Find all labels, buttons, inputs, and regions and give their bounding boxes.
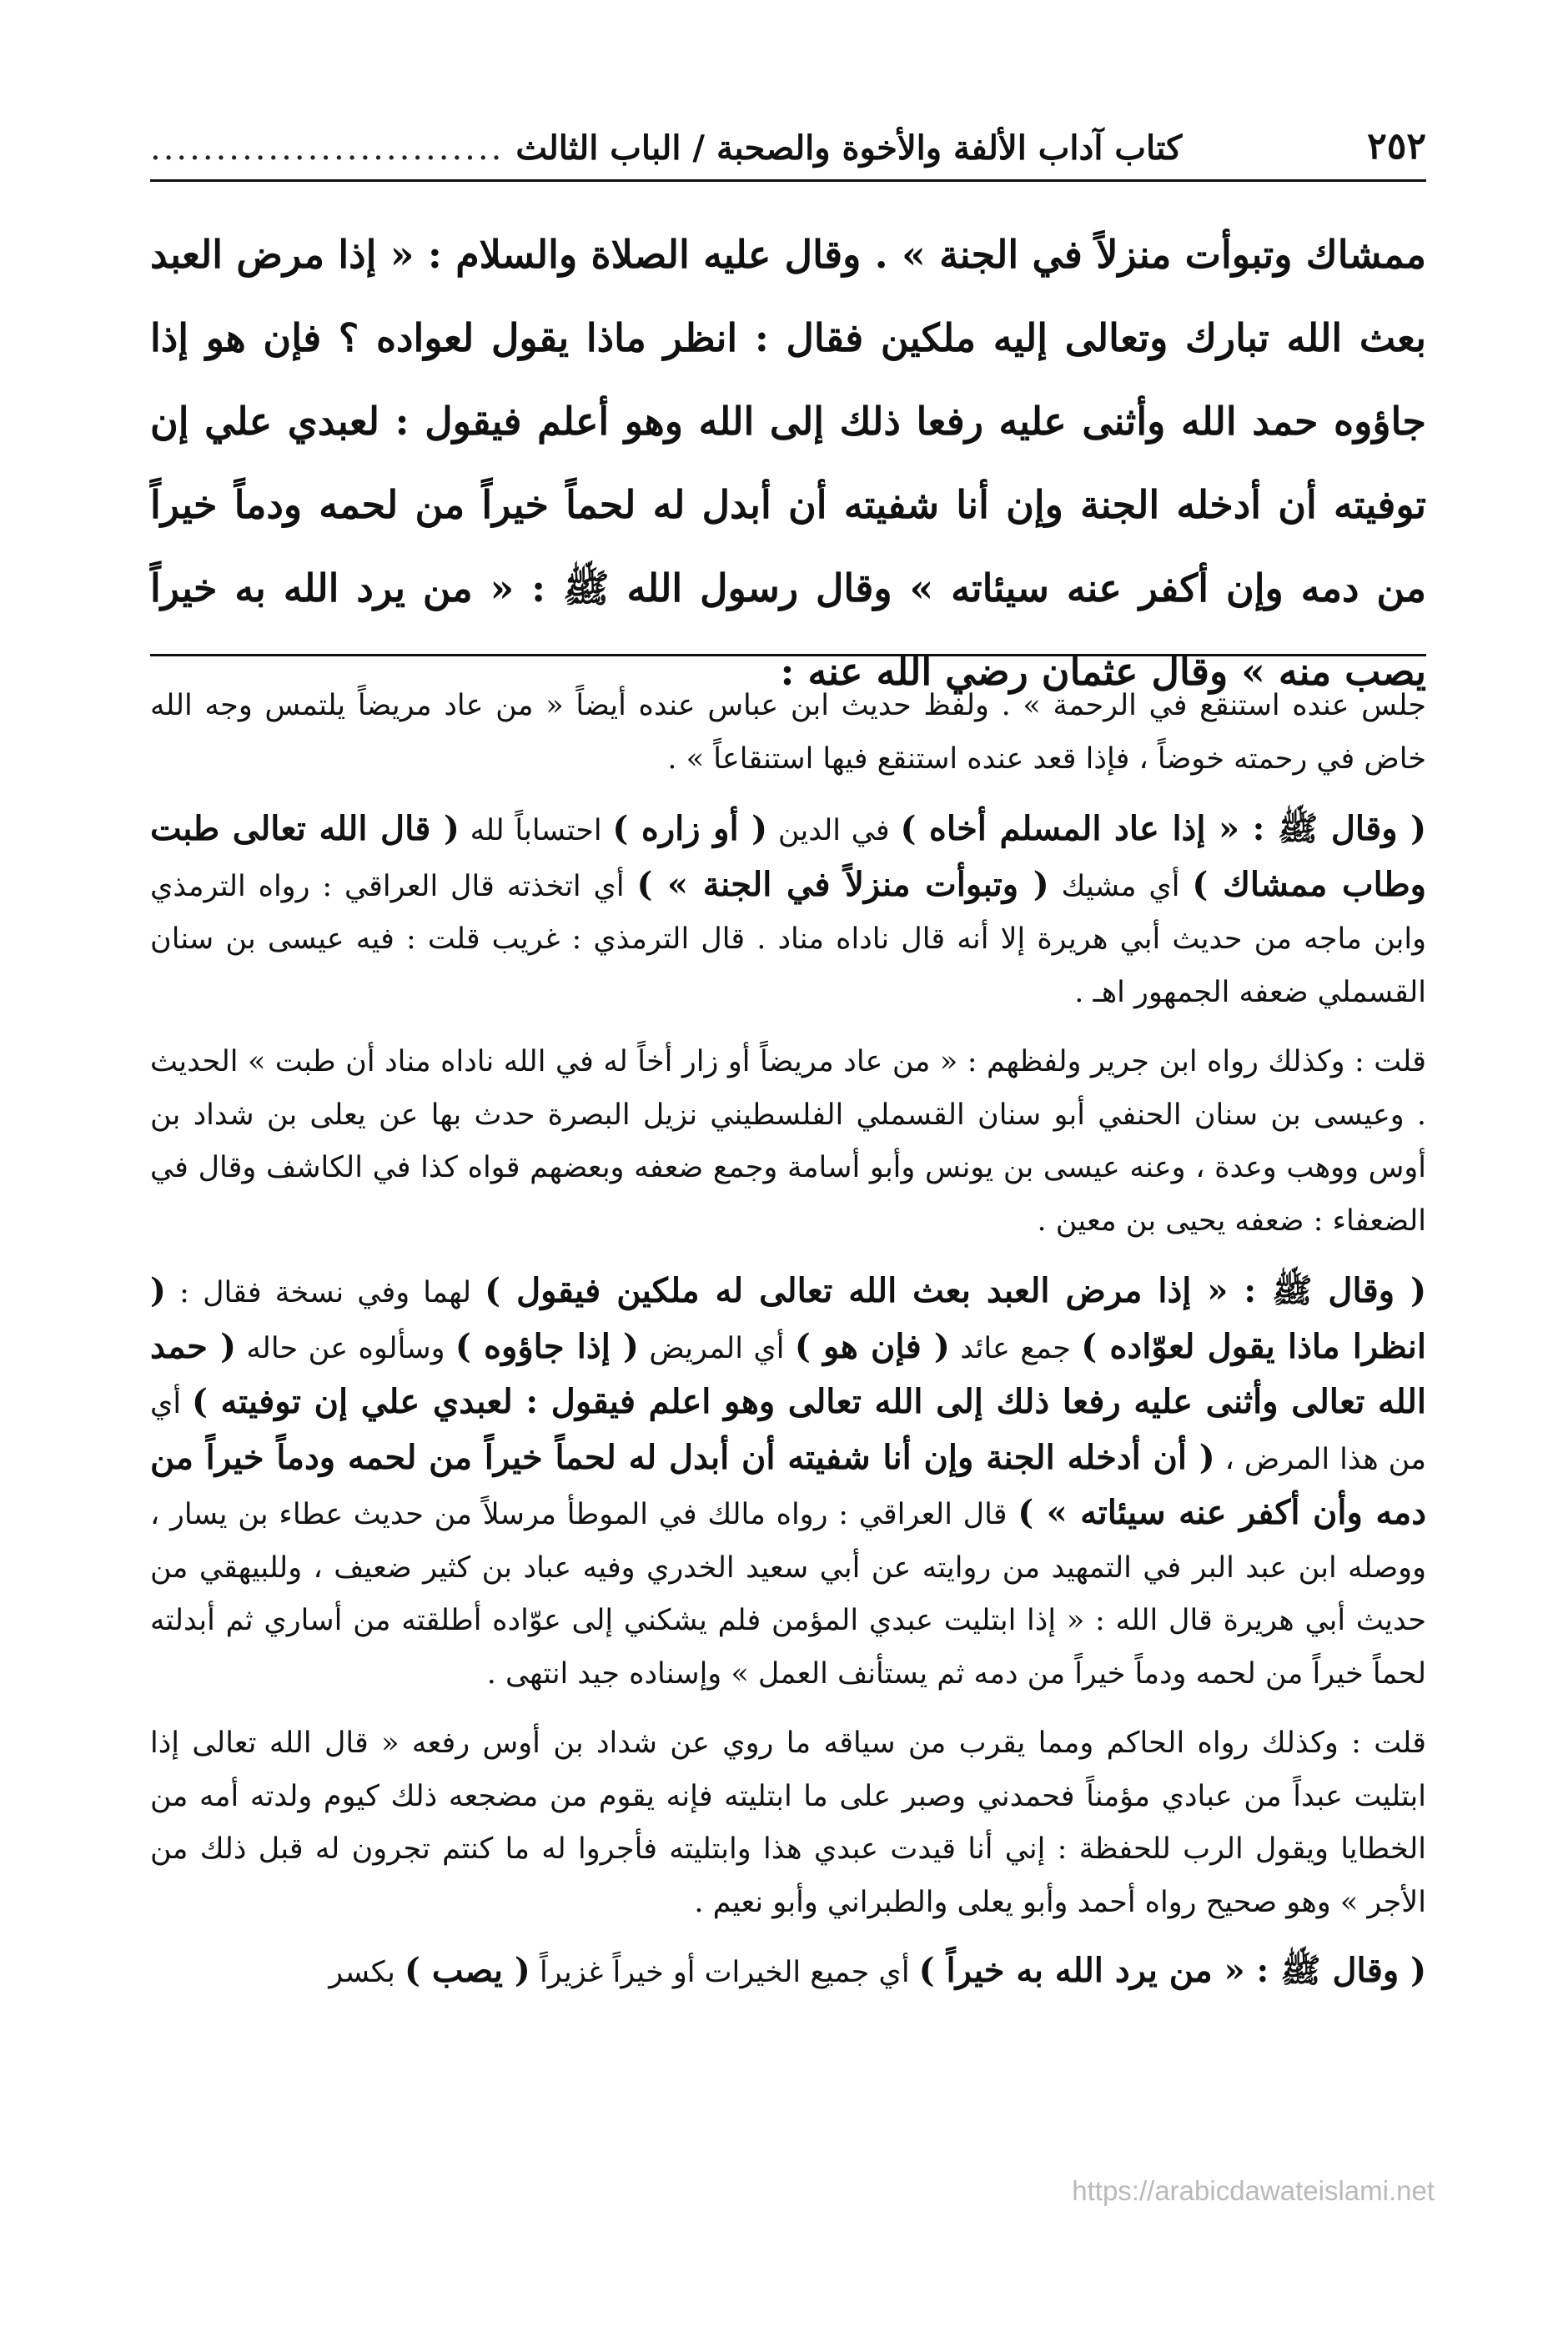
commentary-text: أي مشيك [1048, 869, 1193, 903]
watermark-url: https://arabicdawateislami.net [1072, 2175, 1435, 2206]
running-title [150, 128, 1182, 168]
commentary-text: أي من هذا المرض ، [150, 1387, 1426, 1476]
commentary-text: احتساباً لله [459, 814, 613, 847]
commentary-text: لهما وفي نسخة فقال : [165, 1276, 485, 1309]
commentary-text: قال العراقي : رواه مالك في الموطأ مرسلاً من حديث عطاء بن يسار ، ووصله ابن عبد البر في التمهيد من روايته عن أبي سعيد الخدري وفيه عباد بن كثير ضعيف ، وللبيهقي من حديث أبي هريرة قال الله : « إذا ابتليت عبدي المؤمن فلم يشكني إلى عوّاده أطلقته من أساري ثم أبدلته لحماً خيراً من لحمه ودماً خيراً من دمه ثم يستأنف العمل » وإسناده جيد انتهى . [150, 1498, 1426, 1691]
main-text-block [150, 213, 1426, 713]
leader-dots: ........................... [150, 129, 505, 168]
commentary-block [150, 680, 1426, 2017]
hadith-quote: ( وقال ﷺ : « إذا عاد المسلم أخاه ) [900, 809, 1426, 848]
commentary-text: أي اتخذته قال العراقي : رواه الترمذي وابن ماجه من حديث أبي هريرة إلا أنه قال ناداه مناد . قال الترمذي : غريب قلت : فيه عيسى بن سنان القسملي ضعفه الجمهور اهـ . [150, 869, 1426, 1009]
hadith-quote: ( حمد الله تعالى وأثنى عليه رفعا ذلك إلى الله تعالى وهو اعلم فيقول : لعبدي علي إن توفيته ) [150, 1326, 1427, 1421]
hadith-quote: ( فإن هو ) [794, 1326, 950, 1366]
commentary-text: أي جميع الخيرات أو خيراً غزيراً [530, 1956, 919, 1989]
commentary-paragraph-3: قلت : وكذلك رواه ابن جرير ولفظهم : « من عاد مريضاً أو زار أخاً له في الله ناداه مناد أن طبت » الحديث . وعيسى بن سنان الحنفي أبو سنان القسملي الفلسطيني نزيل البصرة حدث بها عن يعلى بن شداد بن أوس ووهب وعدة ، وعنه عيسى بن يونس وأبو أسامة وجمع ضعفه وبعضهم قواه كذا في الكاشف وقال في الضعفاء : ضعفه يحيى بن معين . [150, 1045, 1426, 1238]
running-title-text: كتاب آداب الألفة والأخوة والصحبة / الباب الثالث [515, 128, 1183, 168]
commentary-paragraph-2 [150, 802, 1426, 1019]
commentary-text: أي المريض [638, 1331, 795, 1365]
hadith-quote: ( إذا جاؤوه ) [455, 1326, 639, 1366]
commentary-text: جمع عائد [949, 1331, 1082, 1365]
commentary-paragraph-4 [150, 1264, 1426, 1701]
hadith-quote: ( وقال ﷺ : « من يرد الله به خيراً ) [918, 1951, 1426, 1990]
commentary-text: بكسر [329, 1956, 405, 1989]
hadith-quote: ( انظرا ماذا يقول لعوّاده ) [150, 1271, 1426, 1366]
hadith-quote: ( وتبوأت منزلاً في الجنة » ) [636, 864, 1049, 904]
hadith-quote: ( أن أدخله الجنة وإن أنا شفيته أن أبدل له لحماً خيراً من لحمه ودماً خيراً من دمه وأن أكفر عنه سيئاته » ) [150, 1437, 1427, 1532]
footnote-separator [150, 654, 1426, 656]
hadith-quote: ( أو زاره ) [612, 809, 768, 848]
commentary-paragraph-5: قلت : وكذلك رواه الحاكم ومما يقرب من سياقه ما روي عن شداد بن أوس رفعه « قال الله تعالى إذا ابتليت عبداً من عبادي مؤمناً فحمدني وصبر على ما ابتليته فإنه يقوم من مضجعه ذلك كيوم ولدته أمه من الخطايا ويقول الرب للحفظة : إني أنا قيدت عبدي هذا وابتليته فأجروا له ما كنتم تجرون له قبل ذلك من الأجر » وهو صحيح رواه أحمد وأبو يعلى والطبراني وأبو نعيم . [150, 1726, 1426, 1919]
commentary-paragraph-1: جلس عنده استنقع في الرحمة » . ولفظ حديث ابن عباس عنده أيضاً « من عاد مريضاً يلتمس وجه الله خاض في رحمته خوضاً ، فإذا قعد عنده استنقع فيها استنقاعاً » . [150, 689, 1426, 776]
page-header [150, 123, 1426, 182]
hadith-quote: ( يصب ) [405, 1951, 530, 1990]
commentary-text: وسألوه عن حاله [236, 1331, 455, 1365]
commentary-paragraph-6 [150, 1944, 1426, 2000]
hadith-quote: ( وقال ﷺ : « إذا مرض العبد بعث الله تعالى له ملكين فيقول ) [485, 1271, 1426, 1310]
commentary-text: في الدين [767, 814, 901, 847]
main-paragraph: ممشاك وتبوأت منزلاً في الجنة » . وقال عليه الصلاة والسلام : « إذا مرض العبد بعث الله تبارك وتعالى إليه ملكين فقال : انظر ماذا يقول لعواده ؟ فإن هو إذا جاؤوه حمد الله وأثنى عليه رفعا ذلك إلى الله وهو أعلم فيقول : لعبدي علي إن توفيته أن أدخله الجنة وإن أنا شفيته أن أبدل له لحماً خيراً من لحمه ودماً خيراً من دمه وإن أكفر عنه سيئاته » وقال رسول الله ﷺ : « من يرد الله به خيراً يصب منه » وقال عثمان رضي الله عنه : [150, 232, 1427, 694]
page-number: ٢٥٢ [1367, 125, 1426, 168]
hadith-quote: ( قال الله تعالى طبت وطاب ممشاك ) [150, 809, 1426, 904]
